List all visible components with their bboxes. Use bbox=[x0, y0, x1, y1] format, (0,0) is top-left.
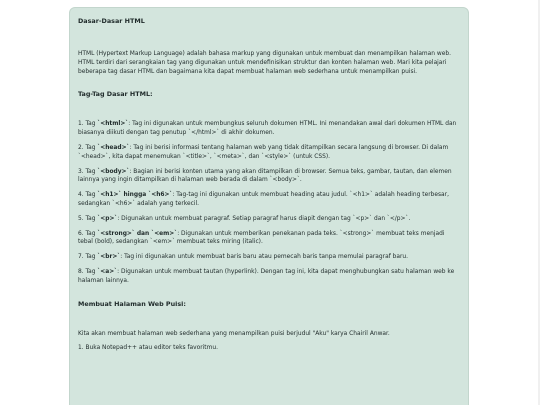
tag-prefix: 8. Tag bbox=[78, 268, 98, 275]
tag-label: `<strong>` dan `<em>` bbox=[97, 230, 178, 237]
tag-description: : Digunakan untuk membuat tautan (hyperlink). Dengan tag ini, kita dapat menghubungkan satu halaman web ke halaman lainnya. bbox=[78, 268, 455, 284]
tag-prefix: 4. Tag bbox=[78, 192, 98, 199]
poem-intro: Kita akan membuat halaman web sederhana yang menampilkan puisi berjudul "Aku" karya Chairil Anwar. bbox=[78, 330, 390, 337]
intro-paragraph: HTML (Hypertext Markup Language) adalah bahasa markup yang digunakan untuk membuat dan menampilkan halaman web. HTML terdiri dari serangkaian tag yang digunakan untuk mendefinisikan struktur dan konten halaman web. Mari kita pelajari beberapa tag dasar HTML dan bagaimana kita dapat membuat halaman web sederhana untuk menampilkan puisi. bbox=[78, 51, 451, 75]
tag-prefix: 2. Tag bbox=[78, 144, 98, 151]
tag-label: `<p>` bbox=[97, 215, 118, 222]
tag-item-html bbox=[78, 120, 460, 138]
content-card bbox=[69, 7, 469, 405]
tag-description: : Bagian ini berisi konten utama yang akan ditampilkan di browser. Semua teks, gambar, tautan, dan elemen lainnya yang ingin ditampilkan di halaman web berada di dalam `<body>`. bbox=[78, 168, 452, 184]
tag-label: `<html>` bbox=[97, 121, 129, 128]
step-1: 1. Buka Notepad++ atau editor teks favoritmu. bbox=[78, 345, 218, 352]
tag-prefix: 1. Tag bbox=[78, 121, 98, 128]
tag-prefix: 3. Tag bbox=[78, 168, 98, 175]
tag-prefix: 5. Tag bbox=[78, 215, 98, 222]
tag-item-body bbox=[78, 168, 460, 186]
tag-label: `<h1>` hingga `<h6>` bbox=[97, 192, 173, 199]
tag-description: : Tag-tag ini digunakan untuk membuat heading atau judul. `<h1>` adalah heading terbesar, sedangkan `<h6>` adalah yang terkecil. bbox=[78, 192, 449, 207]
tag-prefix: 7. Tag bbox=[78, 254, 98, 261]
tag-description: : Tag ini digunakan untuk membungkus seluruh dokumen HTML. Ini menandakan awal dari dokumen HTML dan biasanya diikuti dengan tag penutup `</html>` di akhir dokumen. bbox=[78, 121, 457, 137]
tag-item-strong-em bbox=[78, 230, 460, 248]
tag-label: `<a>` bbox=[97, 268, 118, 275]
poem-heading: Membuat Halaman Web Puisi: bbox=[78, 299, 186, 308]
tag-label: `<body>` bbox=[97, 168, 130, 175]
tag-item-a bbox=[78, 268, 460, 286]
tag-description: : Digunakan untuk membuat paragraf. Setiap paragraf harus diapit dengan tag `<p>` dan `</p>`. bbox=[117, 215, 411, 222]
tag-description: : Digunakan untuk memberikan penekanan pada teks. `<strong>` membuat teks menjadi tebal (bold), sedangkan `<em>` membuat teks miring (italic). bbox=[78, 230, 445, 246]
tag-item-head bbox=[78, 144, 460, 162]
tag-label: `<head>` bbox=[97, 144, 130, 151]
tag-description: : Tag ini berisi informasi tentang halaman web yang tidak ditampilkan secara langsung di browser. Di dalam `<head>`, kita dapat menemukan `<title>`, `<meta>`, dan `<style>` (untuk CSS). bbox=[78, 144, 449, 160]
tag-label: `<br>` bbox=[97, 254, 121, 261]
tags-heading: Tag-Tag Dasar HTML: bbox=[78, 90, 153, 99]
tag-description: : Tag ini digunakan untuk membuat baris baru atau pemecah baris tanpa memulai paragraf baru. bbox=[120, 254, 409, 261]
tag-prefix: 6. Tag bbox=[78, 230, 98, 237]
page-title: Dasar-Dasar HTML bbox=[78, 17, 145, 25]
tag-item-p bbox=[78, 215, 460, 224]
tag-item-headings bbox=[78, 191, 460, 209]
tag-item-br bbox=[78, 253, 460, 262]
